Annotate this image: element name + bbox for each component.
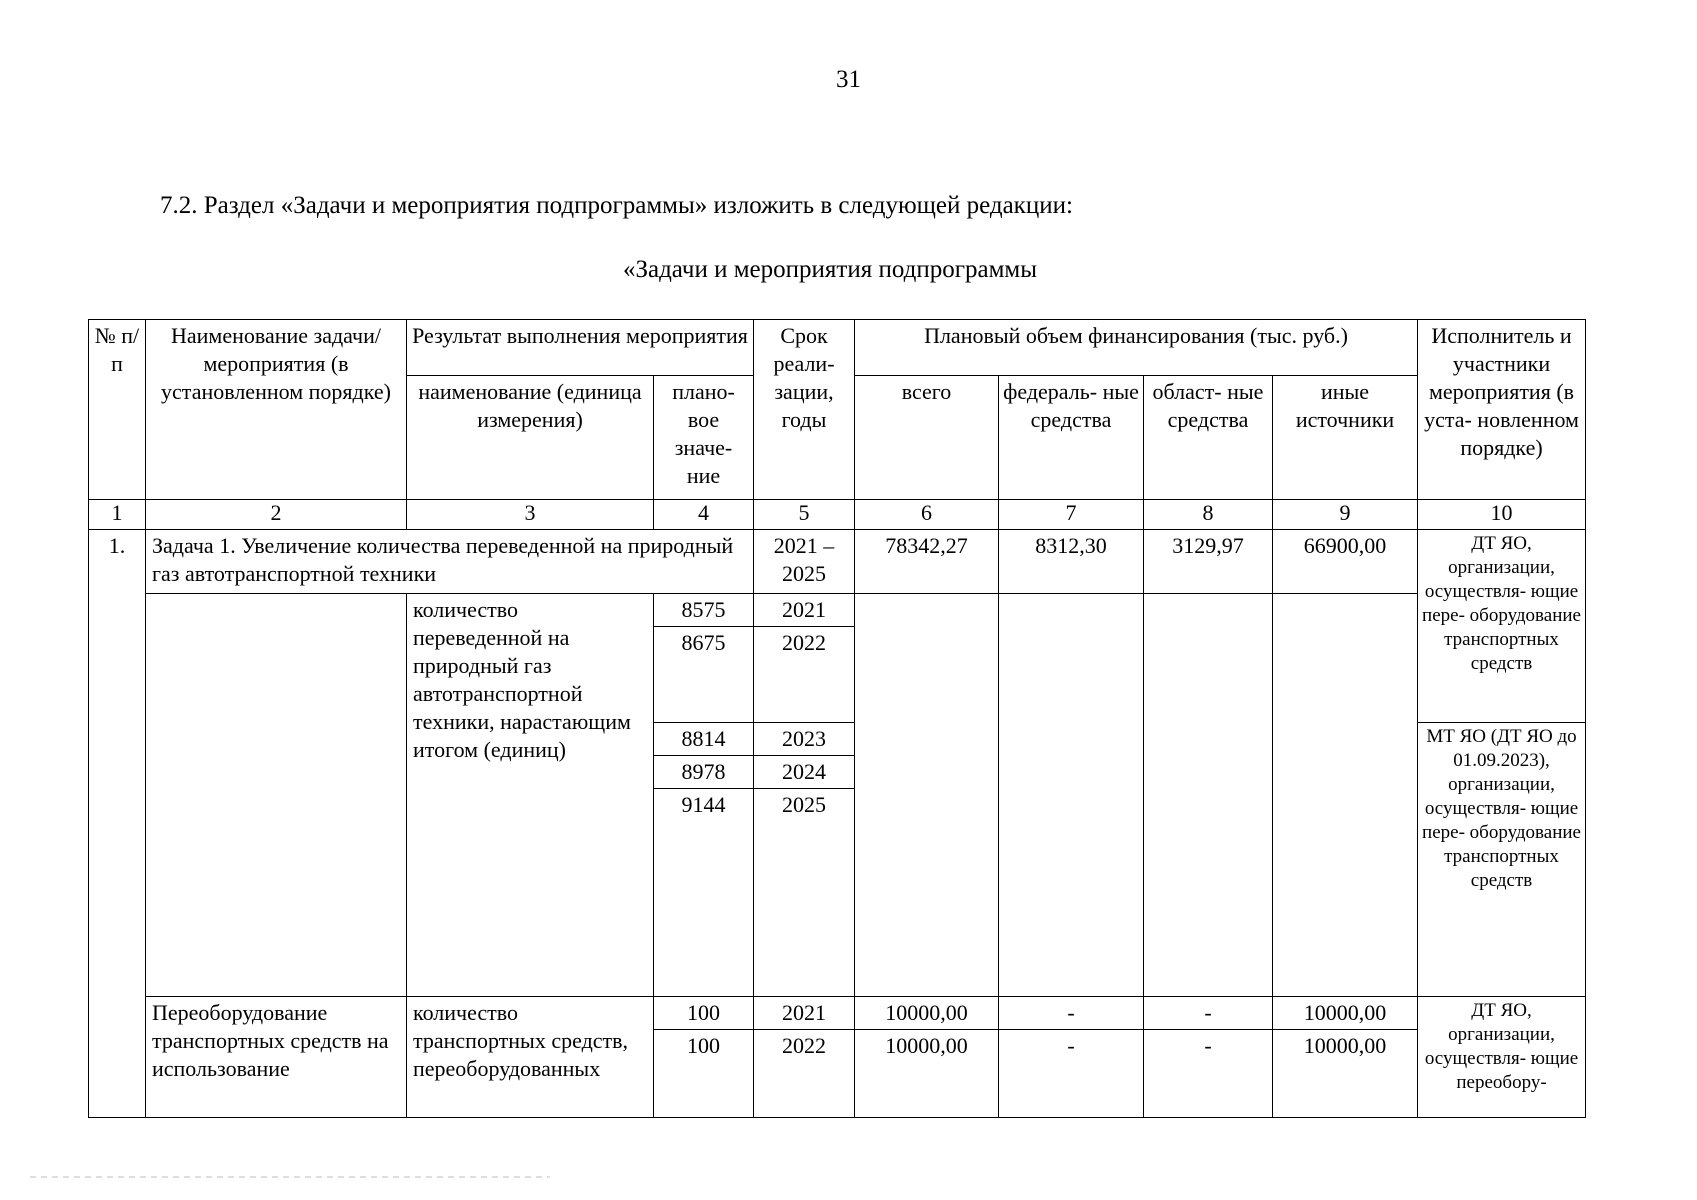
task-executor-2: МТ ЯО (ДТ ЯО до 01.09.2023), организации, осуществля- ющие пере- оборудование транспортных средств [1418, 723, 1586, 997]
header-name: Наименование задачи/мероприятия (в установленном порядке) [146, 320, 407, 500]
measure-year: 2021 [754, 996, 855, 1029]
measure-row [89, 996, 1586, 1029]
task-term: 2021 – 2025 [754, 530, 855, 594]
indicator-value: 8814 [654, 723, 754, 756]
empty-cell [146, 594, 407, 997]
empty-cell [855, 1062, 999, 1118]
measure-regional: - [1144, 1029, 1273, 1062]
empty-cell [754, 821, 855, 996]
indicator-year: 2024 [754, 756, 855, 789]
column-number: 1 [89, 500, 146, 530]
page-number: 31 [836, 66, 861, 93]
indicator-value: 8575 [654, 594, 754, 627]
measure-name: Переоборудование транспортных средств на использование [146, 996, 407, 1118]
header-other: иные источники [1273, 376, 1418, 500]
table-subtitle: «Задачи и мероприятия подпрограммы [622, 256, 1038, 283]
empty-cell [654, 1062, 754, 1118]
column-number: 10 [1418, 500, 1586, 530]
measure-year: 2022 [754, 1029, 855, 1062]
indicator-year: 2025 [754, 789, 855, 822]
measure-executor: ДТ ЯО, организации, осуществля- ющие переобору- [1418, 996, 1586, 1118]
indicator-value: 8978 [654, 756, 754, 789]
header-regional: област- ные средства [1144, 376, 1273, 500]
column-number: 5 [754, 500, 855, 530]
indicator-name: количество переведенной на природный газ автотранспортной техники, нарастающим итогом (единиц) [407, 594, 654, 997]
column-number: 9 [1273, 500, 1418, 530]
task-number: 1. [89, 530, 146, 1118]
header-result: Результат выполнения мероприятия [407, 320, 754, 376]
measure-federal: - [999, 996, 1144, 1029]
empty-cell [999, 1062, 1144, 1118]
column-number: 2 [146, 500, 407, 530]
column-number: 4 [654, 500, 754, 530]
header-result-name: наименование (единица измерения) [407, 376, 654, 500]
header-financing: Плановый объем финансирования (тыс. руб.) [855, 320, 1418, 376]
header-term: Срок реали- зации, годы [754, 320, 855, 500]
indicator-year: 2021 [754, 594, 855, 627]
column-number: 3 [407, 500, 654, 530]
task-row [89, 530, 1586, 594]
task-title: Задача 1. Увеличение количества переведенной на природный газ автотранспортной техники [146, 530, 754, 594]
empty-cell [754, 1062, 855, 1118]
measure-other: 10000,00 [1273, 1029, 1418, 1062]
empty-cell [999, 594, 1144, 997]
header-num: № п/п [89, 320, 146, 500]
empty-cell [1144, 594, 1273, 997]
scan-artifact [30, 1176, 550, 1178]
measure-other: 10000,00 [1273, 996, 1418, 1029]
column-number: 7 [999, 500, 1144, 530]
indicator-row [89, 594, 1586, 627]
indicator-year: 2022 [754, 627, 855, 723]
header-executor: Исполнитель и участники мероприятия (в уста- новленном порядке) [1418, 320, 1586, 500]
header-result-plan: плано- вое значе- ние [654, 376, 754, 500]
task-regional: 3129,97 [1144, 530, 1273, 594]
measure-federal: - [999, 1029, 1144, 1062]
indicator-year: 2023 [754, 723, 855, 756]
empty-cell [855, 594, 999, 997]
measure-total: 10000,00 [855, 996, 999, 1029]
task-federal: 8312,30 [999, 530, 1144, 594]
task-executor: ДТ ЯО, организации, осуществля- ющие пере- оборудование транспортных средств [1418, 530, 1586, 723]
header-row-1 [89, 320, 1586, 376]
measure-value: 100 [654, 996, 754, 1029]
header-federal: федераль- ные средства [999, 376, 1144, 500]
task-other: 66900,00 [1273, 530, 1418, 594]
empty-cell [1144, 1062, 1273, 1118]
tasks-table [88, 319, 1586, 1118]
measure-total: 10000,00 [855, 1029, 999, 1062]
section-intro: 7.2. Раздел «Задачи и мероприятия подпрограммы» изложить в следующей редакции: [160, 192, 1073, 219]
indicator-value: 8675 [654, 627, 754, 723]
empty-cell [654, 821, 754, 996]
empty-cell [1273, 1062, 1418, 1118]
measure-indicator: количество транспортных средств, переоборудованных [407, 996, 654, 1118]
measure-regional: - [1144, 996, 1273, 1029]
column-number-row [89, 500, 1586, 530]
column-number: 8 [1144, 500, 1273, 530]
task-total: 78342,27 [855, 530, 999, 594]
column-number: 6 [855, 500, 999, 530]
indicator-value: 9144 [654, 789, 754, 822]
empty-cell [1273, 594, 1418, 997]
measure-value: 100 [654, 1029, 754, 1062]
header-total: всего [855, 376, 999, 500]
